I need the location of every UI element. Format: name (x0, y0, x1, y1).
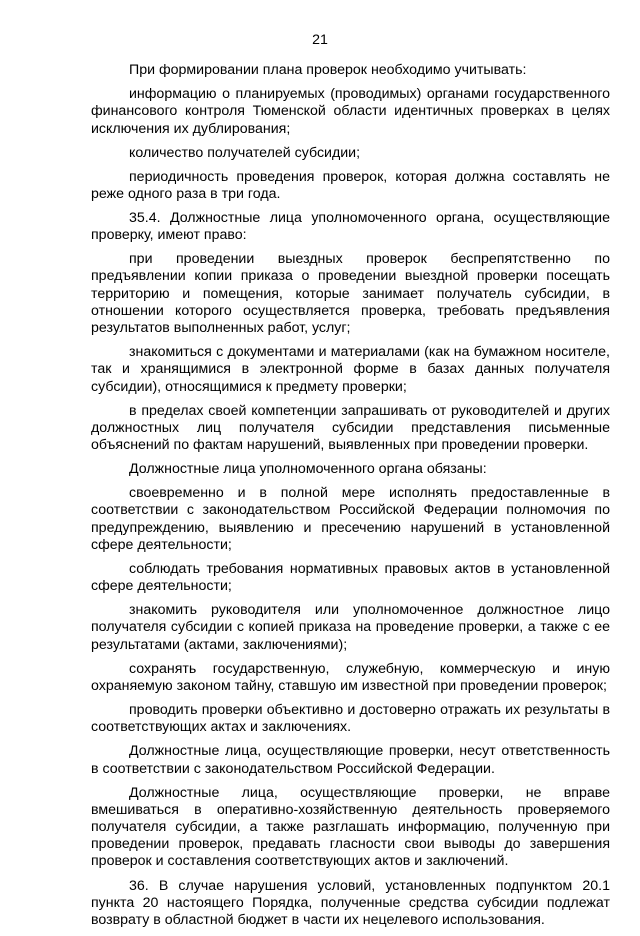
paragraph: Должностные лица, осуществляющие проверки, несут ответственность в соответствии с законодательством Российской Федерации. (91, 743, 610, 777)
paragraph: 35.4. Должностные лица уполномоченного органа, осуществляющие проверку, имеют право: (91, 209, 610, 244)
paragraph: проводить проверки объективно и достоверно отражать их результаты в соответствующих актах и заключениях. (91, 702, 610, 736)
page-number: 21 (312, 32, 328, 48)
body-text (91, 62, 610, 936)
paragraph: Должностные лица уполномоченного органа обязаны: (129, 461, 487, 478)
paragraph: Должностные лица, осуществляющие проверки, не вправе вмешиваться в оперативно-хозяйственную деятельность проверяемого получателя субсидии, а также разглашать информацию, полученную при проведении проверок, предавать гласности свои выводы до завершения проверок и составления соответствующих актов и заключений. (91, 784, 610, 870)
paragraph: При формировании плана проверок необходимо учитывать: (129, 62, 527, 78)
paragraph: знакомить руководителя или уполномоченное должностное лицо получателя субсидии с копией приказа на проведение проверки, а также с ее результатами (актами, заключениями); (91, 602, 610, 653)
paragraph: при проведении выездных проверок беспрепятственно по предъявлении копии приказа о проведении выездной проверки посещать территорию и помещения, которые занимает получатель субсидии, в отношении которого осуществляется проверка, требовать предъявления результатов выполненных работ, услуг; (91, 251, 610, 337)
paragraph: периодичность проведения проверок, которая должна составлять не реже одного раза в три года. (91, 168, 610, 202)
paragraph: в пределах своей компетенции запрашивать от руководителей и других должностных лиц получателя субсидии представления письменные объяснений по фактам нарушений, выявленных при проведении проверки. (91, 402, 610, 454)
paragraph: своевременно и в полной мере исполнять предоставленные в соответствии с законодательством Российской Федерации полномочия по предупреждению, выявлению и пресечению нарушений в установленной сфере деятельности; (91, 485, 610, 553)
paragraph: информацию о планируемых (проводимых) органами государственного финансового контроля Тюменской области идентичных проверках в целях исключения их дублирования; (91, 86, 610, 137)
paragraph: 36. В случае нарушения условий, установленных подпунктом 20.1 пункта 20 настоящего Порядка, полученные средства субсидии подлежат возврату в областной бюджет в части их нецелевого использования. (91, 877, 610, 928)
paragraph: знакомиться с документами и материалами (как на бумажном носителе, так и хранящимися в электронной форме в базах данных получателя субсидии), относящимися к предмету проверки; (91, 344, 610, 395)
paragraph: сохранять государственную, служебную, коммерческую и иную охраняемую законом тайну, ставшую им известной при проведении проверок; (91, 660, 610, 694)
paragraph: соблюдать требования нормативных правовых актов в установленной сфере деятельности; (91, 560, 610, 595)
paragraph: количество получателей субсидии; (129, 144, 361, 161)
